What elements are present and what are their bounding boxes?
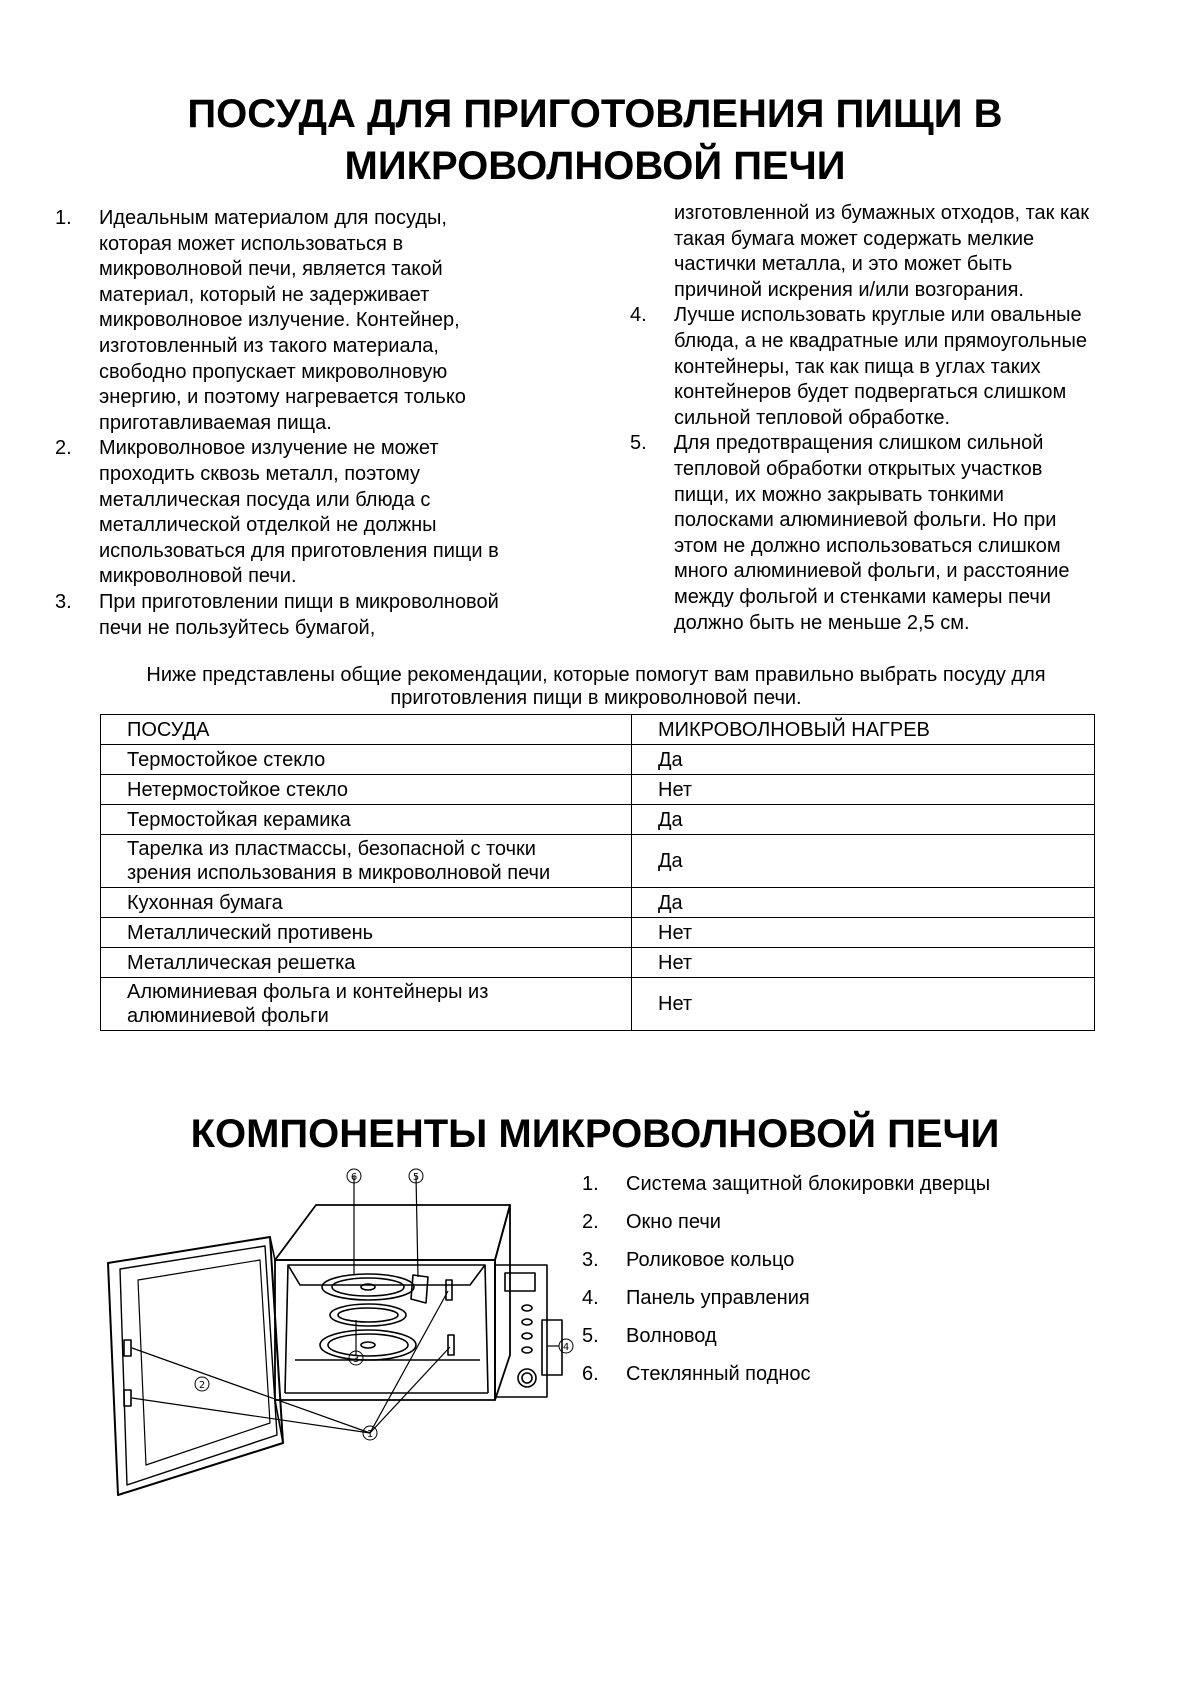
- table-header-row: [101, 715, 1095, 745]
- table-row: [101, 745, 1095, 775]
- open-door: [108, 1237, 283, 1495]
- legend-label: Волновод: [626, 1325, 717, 1347]
- table-row: [101, 775, 1095, 805]
- table-row: [101, 835, 1095, 888]
- microwave-diagram: [100, 1165, 600, 1505]
- left-column: [55, 206, 575, 641]
- legend-label: Система защитной блокировки дверцы: [626, 1173, 991, 1195]
- cookware-cell: Тарелка из пластмассы, безопасной с точки зрения использования в микроволновой печи: [101, 835, 632, 888]
- callout-2-number: 2: [198, 1380, 206, 1391]
- list-item-1: [55, 206, 575, 436]
- heating-cell: Нет: [632, 775, 1095, 805]
- list-text: При приготовлении пищи в микроволновой печи не пользуйтесь бумагой,: [99, 590, 499, 639]
- legend-item-2: [582, 1210, 990, 1248]
- legend-item-6: [582, 1362, 990, 1400]
- list-number: 1.: [55, 207, 72, 229]
- legend-number: 2.: [582, 1211, 599, 1233]
- legend-label: Стеклянный поднос: [626, 1363, 811, 1385]
- header-microwave-heating: МИКРОВОЛНОВЫЙ НАГРЕВ: [632, 715, 1095, 745]
- legend-label: Роликовое кольцо: [626, 1249, 795, 1271]
- heating-cell: Да: [632, 888, 1095, 918]
- header-cookware: ПОСУДА: [101, 715, 632, 745]
- right-column: [630, 201, 1150, 636]
- table-intro-line-1: Ниже представлены общие рекомендации, которые помогут вам правильно выбрать посуду для: [146, 664, 1046, 686]
- callout-6-number: 6: [350, 1172, 358, 1183]
- legend-number: 5.: [582, 1325, 599, 1347]
- door-hinges: [124, 1340, 131, 1406]
- list-text: изготовленной из бумажных отходов, так как такая бумага может содержать мелкие частички металла, и это может быть причиной искрения и/или возгорания.: [674, 202, 1090, 301]
- list-item-3: [55, 590, 575, 641]
- cookware-section-title: [0, 88, 1190, 192]
- legend-number: 1.: [582, 1173, 599, 1195]
- table-row: [101, 888, 1095, 918]
- cookware-title-line-1: ПОСУДА ДЛЯ ПРИГОТОВЛЕНИЯ ПИЩИ В: [187, 92, 1003, 136]
- list-item-3-continuation: [630, 201, 1150, 303]
- list-text: Для предотвращения слишком сильной тепловой обработки открытых участков пищи, их можно закрывать тонкими полосками алюминиевой фольги. Но при этом не должно использоваться слишком много алюминиевой фольги, и расстояние между фольгой и стенками камеры печи должно быть не меньше 2,5 см.: [674, 432, 1070, 634]
- list-text: Микроволновое излучение не может проходить сквозь металл, поэтому металлическая посуда или блюда с металлической отделкой не должны использоваться для приготовления пищи в микроволновой печи.: [99, 437, 499, 588]
- components-section-title: КОМПОНЕНТЫ МИКРОВОЛНОВОЙ ПЕЧИ: [190, 1112, 1000, 1156]
- components-legend: [582, 1172, 990, 1400]
- oven-body: [275, 1205, 510, 1400]
- list-number: 3.: [55, 590, 72, 613]
- list-text: Лучше использовать круглые или овальные блюда, а не квадратные или прямоугольные контейнеры, так как пища в углах таких контейнеров будет подвергаться слишком сильной тепловой обработке.: [674, 304, 1088, 429]
- legend-item-5: [582, 1324, 990, 1362]
- callout-3-number: 3: [352, 1354, 360, 1365]
- legend-number: 4.: [582, 1287, 599, 1309]
- heating-cell: Да: [632, 835, 1095, 888]
- list-number: 4.: [630, 304, 647, 327]
- list-number: 5.: [630, 432, 647, 455]
- table-intro: [96, 664, 1096, 710]
- cookware-title-line-2: МИКРОВОЛНОВОЙ ПЕЧИ: [344, 144, 846, 188]
- roller-ring: [330, 1304, 406, 1326]
- list-number: 2.: [55, 437, 72, 460]
- table-row: [101, 918, 1095, 948]
- legend-item-3: [582, 1248, 990, 1286]
- cookware-cell: Термостойкая керамика: [101, 805, 632, 835]
- heating-cell: Да: [632, 805, 1095, 835]
- heating-cell: Нет: [632, 948, 1095, 978]
- cookware-cell: Термостойкое стекло: [101, 745, 632, 775]
- callout-1-number: 1: [366, 1429, 374, 1440]
- cookware-cell: Нетермостойкое стекло: [101, 775, 632, 805]
- cookware-cell: Алюминиевая фольга и контейнеры из алюминиевой фольги: [101, 978, 632, 1031]
- list-item-2: [55, 436, 575, 590]
- turntable: [320, 1330, 416, 1360]
- cookware-cell: Металлическая решетка: [101, 948, 632, 978]
- list-item-5: [630, 431, 1150, 636]
- legend-label: Окно печи: [626, 1211, 721, 1233]
- cookware-table: [100, 714, 1095, 1031]
- table-intro-line-2: приготовления пищи в микроволновой печи.: [390, 687, 802, 709]
- callout-4-number: 4: [562, 1342, 570, 1353]
- legend-number: 3.: [582, 1249, 599, 1271]
- legend-item-1: [582, 1172, 990, 1210]
- callout-5-number: 5: [412, 1172, 420, 1183]
- table-row: [101, 948, 1095, 978]
- legend-label: Панель управления: [626, 1287, 810, 1309]
- heating-cell: Да: [632, 745, 1095, 775]
- cookware-cell: Металлический противень: [101, 918, 632, 948]
- heating-cell: Нет: [632, 978, 1095, 1031]
- cookware-cell: Кухонная бумага: [101, 888, 632, 918]
- glass-tray: [322, 1274, 414, 1300]
- table-row: [101, 805, 1095, 835]
- legend-number: 6.: [582, 1363, 599, 1385]
- list-item-4: [630, 303, 1150, 431]
- control-panel: [495, 1265, 562, 1397]
- list-text: Идеальным материалом для посуды, которая может использоваться в микроволновой печи, является такой материал, который не задерживает микроволновое излучение. Контейнер, изготовленный из такого материала, свободно пропускает микроволновую энергию, и поэтому нагревается только приготавливаемая пища.: [99, 207, 466, 434]
- legend-item-4: [582, 1286, 990, 1324]
- table-row: [101, 978, 1095, 1031]
- heating-cell: Нет: [632, 918, 1095, 948]
